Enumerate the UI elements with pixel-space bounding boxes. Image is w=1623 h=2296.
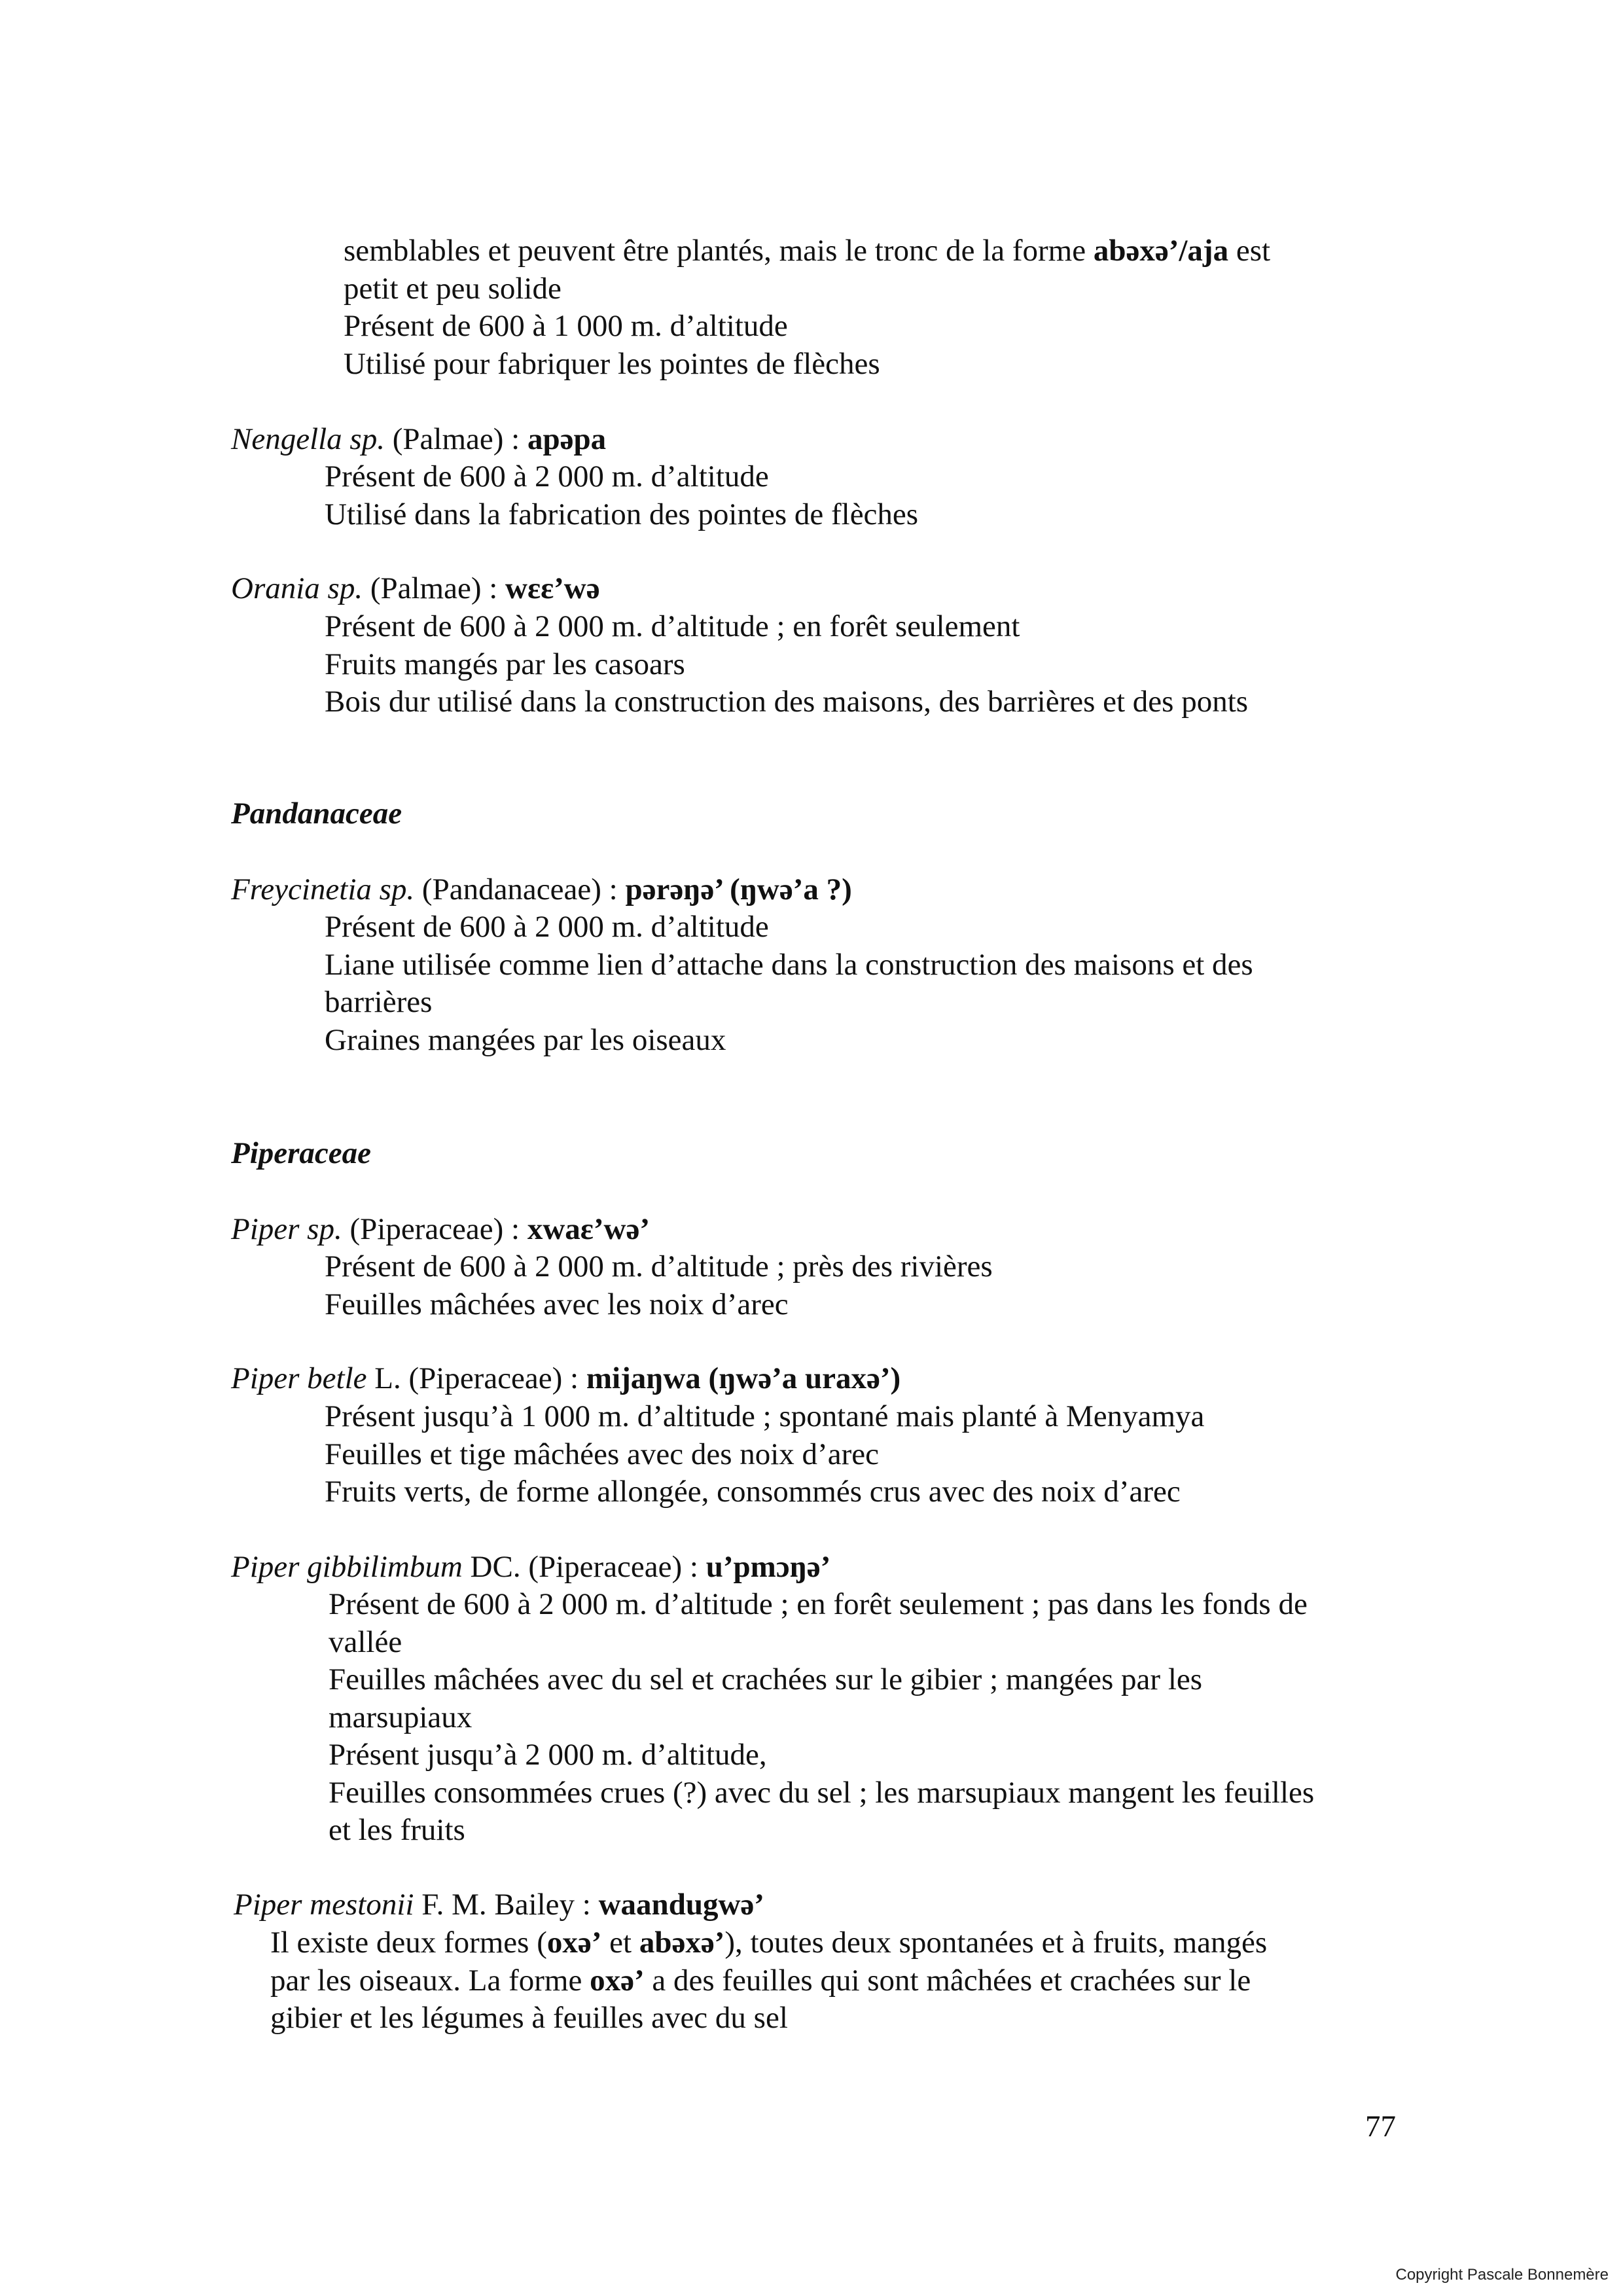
text-run: Présent de 600 à 2 000 m. d’altitude ; en forêt seulement ; pas dans les fonds de (329, 1587, 1308, 1621)
text-run: petit et peu solide (344, 271, 562, 306)
text-line (325, 946, 1253, 984)
text-line (270, 1962, 1267, 2000)
text-line (270, 2000, 1267, 2037)
orania-details (325, 608, 1248, 721)
text-run: Présent de 600 à 2 000 m. d’altitude ; en forêt seulement (325, 609, 1020, 643)
text-run: Fruits mangés par les casoars (325, 647, 685, 681)
vernacular-term: pərəŋə’ (ŋwə’a ?) (625, 872, 852, 906)
scientific-name: Piper sp. (231, 1212, 342, 1246)
vernacular-term: wεε’wə (505, 571, 600, 605)
scientific-name: Piper gibbilimbum (231, 1550, 463, 1584)
scientific-name: Freycinetia sp. (231, 872, 415, 906)
scientific-name: Nengella sp. (231, 422, 385, 456)
piper-betle-details (325, 1398, 1204, 1511)
text-run: Utilisé pour fabriquer les pointes de flèches (344, 346, 880, 381)
text-line (344, 346, 1270, 384)
vernacular-term: mijaŋwa (ŋwə’a uraxə’) (586, 1361, 901, 1395)
piper-betle-heading (231, 1360, 901, 1398)
text-run: vallée (329, 1624, 402, 1659)
text-line (234, 1886, 764, 1924)
text-run: Liane utilisée comme lien d’attache dans la construction des maisons et des (325, 947, 1253, 982)
text-line (325, 1248, 993, 1286)
scientific-name: Orania sp. (231, 571, 363, 605)
text-run: (Pandanaceae) : (414, 872, 626, 906)
text-line (325, 1398, 1204, 1436)
text-run: Feuilles et tige mâchées avec des noix d’arec (325, 1437, 879, 1471)
text-line (329, 1661, 1314, 1699)
vernacular-term: abəxə’ (639, 1926, 725, 1960)
text-line (231, 1135, 371, 1173)
text-run: Présent de 600 à 1 000 m. d’altitude (344, 309, 788, 343)
text-line (231, 795, 402, 833)
text-run: (Palmae) : (363, 571, 506, 605)
piper-gibbilimbum-details (329, 1586, 1314, 1850)
nengella-heading (231, 421, 606, 459)
text-line (231, 421, 606, 459)
text-line (329, 1774, 1314, 1812)
text-run: Utilisé dans la fabrication des pointes de flèches (325, 497, 919, 531)
text-run: L. (Piperaceae) : (366, 1361, 586, 1395)
text-run: semblables et peuvent être plantés, mais le tronc de la forme (344, 234, 1094, 268)
text-run: Feuilles mâchées avec les noix d’arec (325, 1287, 789, 1321)
text-run: Présent jusqu’à 2 000 m. d’altitude, (329, 1738, 767, 1772)
text-run: ), toutes deux spontanées et à fruits, mangés (724, 1926, 1268, 1960)
section-heading: Pandanaceae (231, 797, 402, 831)
text-line (231, 1549, 830, 1587)
piperaceae-section (231, 1135, 371, 1173)
text-line (325, 1286, 993, 1324)
text-line (325, 1436, 1204, 1474)
text-line (231, 1211, 650, 1249)
text-run: marsupiaux (329, 1700, 473, 1734)
text-line (270, 1924, 1267, 1962)
text-run: Graines mangées par les oiseaux (325, 1022, 726, 1057)
text-run: par les oiseaux. La forme (270, 1963, 590, 1998)
text-run: Feuilles mâchées avec du sel et crachées sur le gibier ; mangées par les (329, 1662, 1203, 1696)
text-line (231, 570, 600, 608)
text-line (325, 608, 1248, 646)
orania-heading (231, 570, 600, 608)
piper-sp-details (325, 1248, 993, 1323)
text-line (329, 1699, 1314, 1737)
vernacular-term: waandugwə’ (598, 1888, 764, 1922)
text-run: barrières (325, 985, 433, 1019)
text-line (329, 1736, 1314, 1774)
text-line (329, 1586, 1314, 1624)
vernacular-term: u’pmɔŋə’ (705, 1550, 831, 1584)
text-line (325, 646, 1248, 684)
vernacular-term: oxə’ (590, 1963, 645, 1998)
text-line (325, 458, 918, 496)
text-run: DC. (Piperaceae) : (462, 1550, 706, 1584)
nengella-details (325, 458, 918, 533)
page-number: 77 (1365, 2109, 1396, 2144)
text-line (344, 270, 1270, 308)
freycinetia-heading (231, 871, 852, 909)
vernacular-term: oxə’ (546, 1926, 602, 1960)
text-run: F. M. Bailey : (414, 1888, 599, 1922)
vernacular-term: apəpa (527, 422, 607, 456)
piper-sp-heading (231, 1211, 650, 1249)
text-line (325, 908, 1253, 946)
text-line (344, 232, 1270, 270)
text-line (325, 683, 1248, 721)
text-run: Présent de 600 à 2 000 m. d’altitude ; près des rivières (325, 1249, 993, 1283)
text-run: est (1228, 234, 1271, 268)
text-line (325, 496, 918, 534)
text-run: a des feuilles qui sont mâchées et crachées sur le (644, 1963, 1251, 1998)
scientific-name: Piper mestonii (234, 1888, 414, 1922)
text-line (329, 1624, 1314, 1662)
text-line (231, 871, 852, 909)
text-run: gibier et les légumes à feuilles avec du sel (270, 2001, 788, 2035)
text-line (325, 1473, 1204, 1511)
pandanaceae-section (231, 795, 402, 833)
section-heading: Piperaceae (231, 1136, 372, 1170)
text-line (231, 1360, 901, 1398)
text-line (329, 1812, 1314, 1850)
text-run: Présent de 600 à 2 000 m. d’altitude (325, 459, 769, 493)
text-run: (Piperaceae) : (342, 1212, 527, 1246)
continuation (344, 232, 1270, 383)
text-line (325, 1022, 1253, 1060)
text-run: Bois dur utilisé dans la construction des maisons, des barrières et des ponts (325, 685, 1249, 719)
text-run: et les fruits (329, 1813, 465, 1847)
text-run: Présent jusqu’à 1 000 m. d’altitude ; spontané mais planté à Menyamya (325, 1399, 1205, 1433)
vernacular-term: abəxə’/aja (1093, 234, 1229, 268)
text-run: Feuilles consommées crues (?) avec du sel ; les marsupiaux mangent les feuilles (329, 1775, 1315, 1810)
text-line (344, 308, 1270, 346)
piper-mestonii-heading (234, 1886, 764, 1924)
copyright-notice: Copyright Pascale Bonnemère (1395, 2266, 1609, 2284)
text-run: Fruits verts, de forme allongée, consommés crus avec des noix d’arec (325, 1475, 1181, 1509)
piper-gibbilimbum-heading (231, 1549, 830, 1587)
text-run: (Palmae) : (384, 422, 527, 456)
text-line (325, 984, 1253, 1022)
scientific-name: Piper betle (231, 1361, 367, 1395)
vernacular-term: xwaε’wə’ (527, 1212, 650, 1246)
text-run: Présent de 600 à 2 000 m. d’altitude (325, 910, 769, 944)
text-run: et (601, 1926, 639, 1960)
freycinetia-details (325, 908, 1253, 1059)
piper-mestonii-details (270, 1924, 1267, 2037)
text-run: Il existe deux formes ( (270, 1926, 547, 1960)
